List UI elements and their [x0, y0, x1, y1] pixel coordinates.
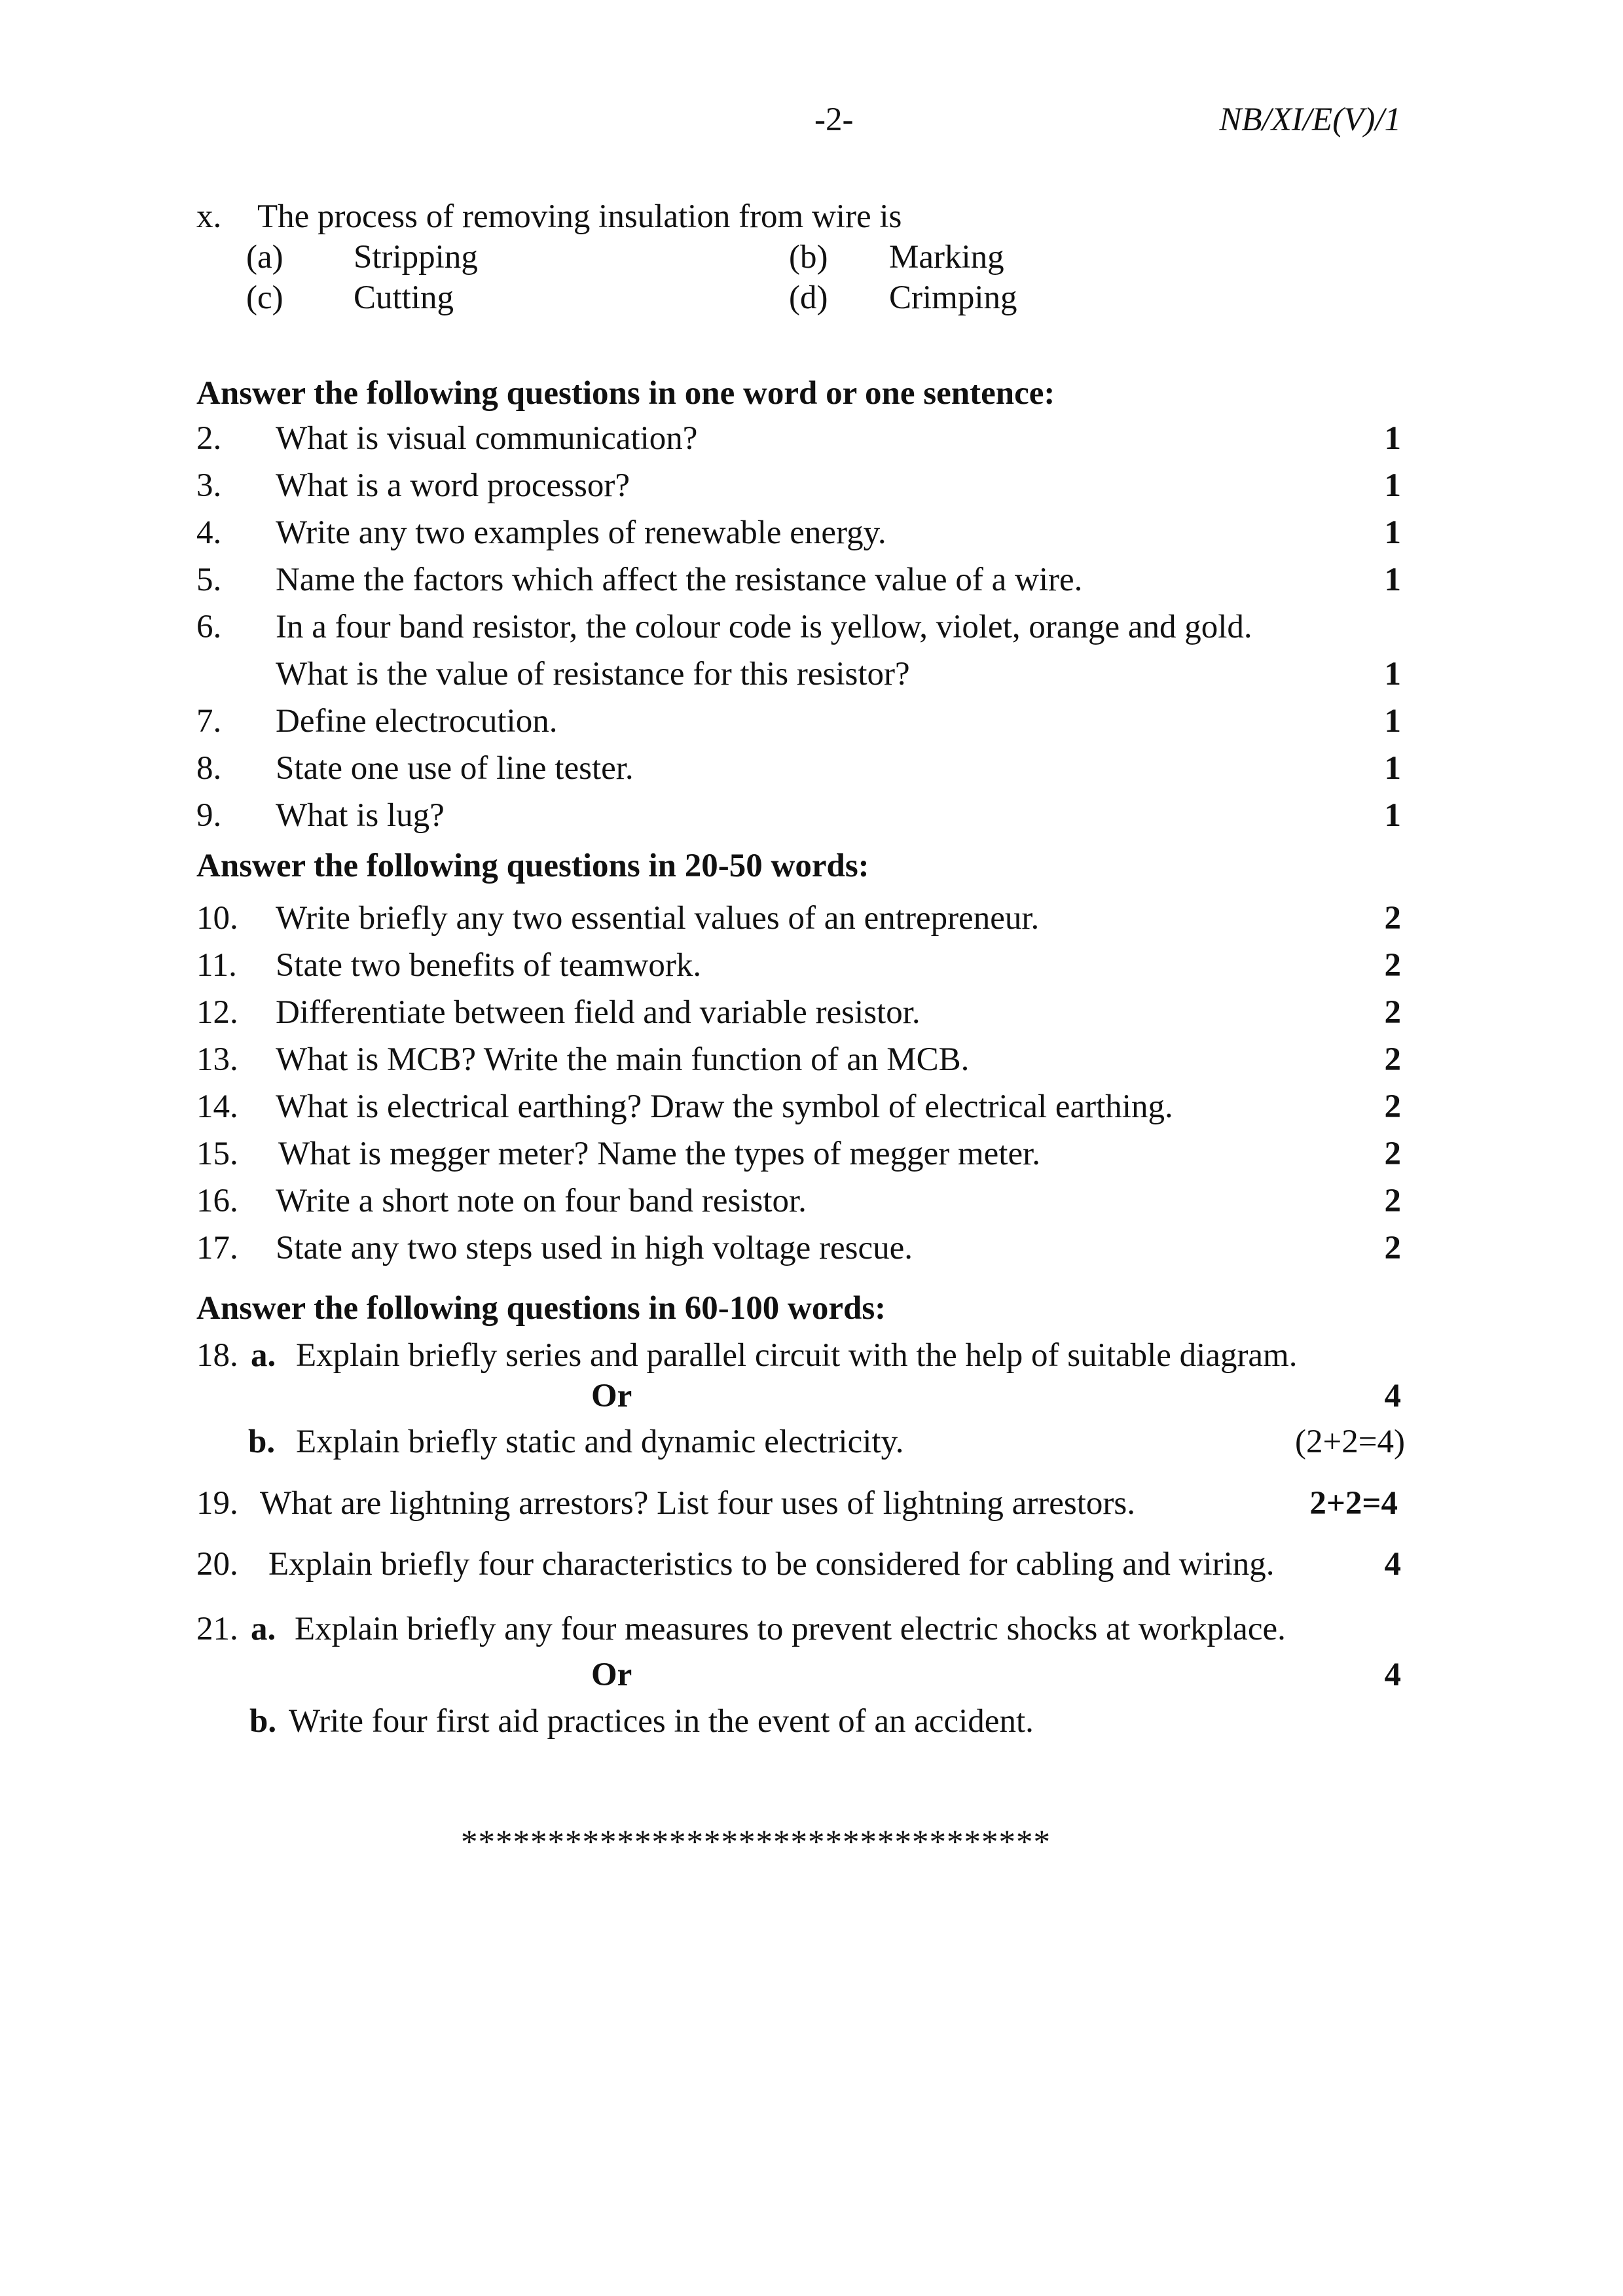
- question-number: 14.: [196, 1088, 238, 1125]
- question-number: 4.: [196, 514, 222, 551]
- question-text: What is lug?: [276, 797, 445, 834]
- option-text-b: Marking: [889, 239, 1004, 276]
- question-marks: 2: [1384, 1136, 1401, 1172]
- question-marks: 2: [1384, 947, 1401, 984]
- page-number: -2-: [814, 101, 854, 138]
- option-text-c: Cutting: [354, 279, 454, 316]
- question-text: What is MCB? Write the main function of an MCB.: [276, 1041, 970, 1078]
- question-text: What is a word processor?: [276, 467, 630, 504]
- question-text: In a four band resistor, the colour code is yellow, violet, orange and gold.: [276, 609, 1252, 645]
- question-number: 6.: [196, 609, 222, 645]
- question-marks: 4: [1384, 1657, 1401, 1693]
- question-number: 5.: [196, 562, 222, 598]
- question-marks: 1: [1384, 750, 1401, 787]
- section-heading-short: Answer the following questions in 20-50 words:: [196, 848, 869, 884]
- question-number: 12.: [196, 994, 238, 1031]
- question-text: What is visual communication?: [276, 420, 698, 457]
- question-text: Explain briefly four characteristics to be considered for cabling and wiring.: [268, 1546, 1275, 1583]
- question-text: What is electrical earthing? Draw the symbol of electrical earthing.: [276, 1088, 1173, 1125]
- or-label: Or: [591, 1378, 632, 1414]
- question-marks: 1: [1384, 703, 1401, 740]
- or-label: Or: [591, 1657, 632, 1693]
- question-number: 20.: [196, 1546, 238, 1583]
- part-label-b: b.: [248, 1424, 276, 1460]
- question-marks: 1: [1384, 420, 1401, 457]
- question-text-continued: What is the value of resistance for this resistor?: [276, 656, 910, 692]
- section-heading-long: Answer the following questions in 60-100 words:: [196, 1290, 886, 1327]
- question-text: Explain briefly static and dynamic electricity.: [296, 1424, 904, 1460]
- option-label-c: (c): [246, 279, 283, 316]
- question-marks: 2: [1384, 994, 1401, 1031]
- question-number: 3.: [196, 467, 222, 504]
- option-text-d: Crimping: [889, 279, 1017, 316]
- section-heading-one-word: Answer the following questions in one word or one sentence:: [196, 375, 1055, 412]
- question-marks-split: (2+2=4): [1295, 1424, 1405, 1460]
- question-marks: 1: [1384, 467, 1401, 504]
- question-number: 15.: [196, 1136, 238, 1172]
- question-text: Define electrocution.: [276, 703, 558, 740]
- question-text: Name the factors which affect the resistance value of a wire.: [276, 562, 1083, 598]
- question-number: 13.: [196, 1041, 238, 1078]
- question-marks: 1: [1384, 562, 1401, 598]
- question-number: 21.: [196, 1611, 238, 1647]
- question-text: State one use of line tester.: [276, 750, 634, 787]
- end-of-paper-stars: **********************************: [461, 1824, 1051, 1861]
- question-number: 16.: [196, 1183, 238, 1219]
- question-text: What are lightning arrestors? List four uses of lightning arrestors.: [260, 1485, 1135, 1522]
- question-text: Write briefly any two essential values of an entrepreneur.: [276, 900, 1040, 937]
- part-label-a: a.: [251, 1337, 276, 1374]
- question-marks: 4: [1384, 1546, 1401, 1583]
- question-marks: 2: [1384, 1088, 1401, 1125]
- question-number: 11.: [196, 947, 237, 984]
- question-marks: 2: [1384, 1183, 1401, 1219]
- option-label-b: (b): [789, 239, 828, 276]
- question-number: 19.: [196, 1485, 238, 1522]
- question-text: Write four first aid practices in the event of an accident.: [289, 1703, 1034, 1740]
- question-number: 7.: [196, 703, 222, 740]
- question-text: State two benefits of teamwork.: [276, 947, 702, 984]
- question-marks: 2+2=4: [1309, 1485, 1398, 1522]
- question-text: Explain briefly series and parallel circuit with the help of suitable diagram.: [296, 1337, 1298, 1374]
- question-marks: 2: [1384, 900, 1401, 937]
- part-label-b: b.: [249, 1703, 277, 1740]
- question-marks: 1: [1384, 797, 1401, 834]
- question-number: 9.: [196, 797, 222, 834]
- paper-code: NB/XI/E(V)/1: [1219, 101, 1401, 138]
- question-marks: 2: [1384, 1230, 1401, 1266]
- question-marks: 1: [1384, 514, 1401, 551]
- question-number: 10.: [196, 900, 238, 937]
- question-text: Differentiate between field and variable resistor.: [276, 994, 921, 1031]
- question-number: 17.: [196, 1230, 238, 1266]
- question-text: Explain briefly any four measures to prevent electric shocks at workplace.: [295, 1611, 1286, 1647]
- question-text: What is megger meter? Name the types of megger meter.: [278, 1136, 1041, 1172]
- question-marks: 2: [1384, 1041, 1401, 1078]
- question-number: 18.: [196, 1337, 238, 1374]
- question-text: Write any two examples of renewable energy.: [276, 514, 886, 551]
- part-label-a: a.: [251, 1611, 276, 1647]
- question-marks: 4: [1384, 1378, 1401, 1414]
- question-text: State any two steps used in high voltage rescue.: [276, 1230, 913, 1266]
- question-number: 2.: [196, 420, 222, 457]
- mcq-number: x.: [196, 198, 222, 235]
- question-number: 8.: [196, 750, 222, 787]
- question-marks: 1: [1384, 656, 1401, 692]
- option-text-a: Stripping: [354, 239, 478, 276]
- question-text: Write a short note on four band resistor.: [276, 1183, 807, 1219]
- option-label-d: (d): [789, 279, 828, 316]
- mcq-question: The process of removing insulation from wire is: [257, 198, 902, 235]
- option-label-a: (a): [246, 239, 283, 276]
